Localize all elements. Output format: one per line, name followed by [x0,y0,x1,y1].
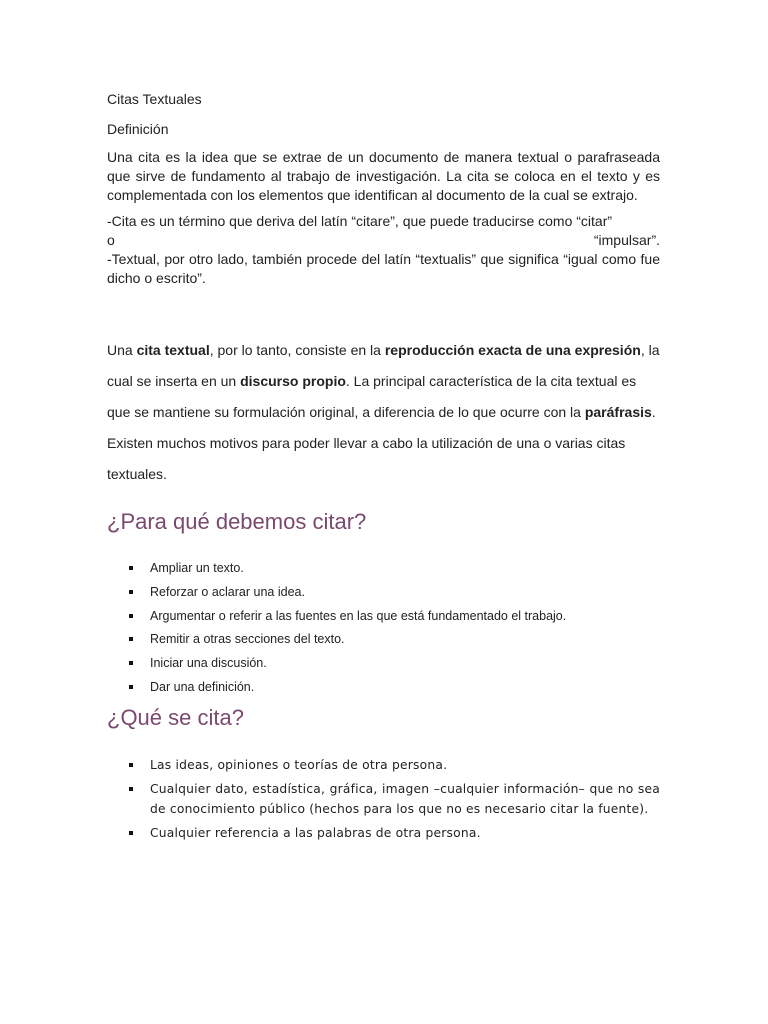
list-item-text: Reforzar o aclarar una idea. [150,584,305,599]
square-bullet-icon [129,661,133,665]
list-item [107,780,660,819]
list-item-text: Dar una definición. [150,679,255,694]
bold-reproduccion: reproducción exacta de una expresión [384,342,641,358]
cita-textual-paragraph [107,335,660,428]
list-item [107,607,660,625]
body-text-4: . La principal característica de la cita textual es que se mantiene su formulación original, a diferencia de lo que ocurre con la [107,373,637,420]
body-text-5: . [651,404,656,420]
list-item [107,654,660,672]
motivos-paragraph: Existen muchos motivos para poder llevar a cabo la utilización de una o varias citas textuales. [107,435,626,482]
intro-paragraph: Una cita es la idea que se extrae de un documento de manera textual o parafraseada que sirve de fundamento al trabajo de investigación. La cita se coloca en el texto y es complementada con los elementos que identifican al documento de la cual se extrajo. [107,149,660,203]
document-title: Citas Textuales [107,91,202,107]
document-page [107,90,660,849]
what-to-cite-list [107,756,660,844]
square-bullet-icon [129,614,133,618]
list-item [107,559,660,577]
list-item-text: Iniciar una discusión. [150,656,267,671]
etymology-split-line [107,231,660,250]
etymology-textual-line: -Textual, por otro lado, también procede del latín “textualis” que significa “igual como fue dicho o escrito”. [107,251,660,286]
section-heading-que-se-cita: ¿Qué se cita? [107,704,244,730]
bold-parafrasis: paráfrasis [584,404,652,420]
list-item [107,824,660,844]
list-item-text: Cualquier referencia a las palabras de otra persona. [150,826,481,841]
square-bullet-icon [129,831,133,835]
body-text-1: Una [107,342,137,358]
square-bullet-icon [129,637,133,641]
list-item-text: Cualquier dato, estadística, gráfica, imagen –cualquier información– que no sea de conocimiento público (hechos para los que no es necesario citar la fuente). [150,782,660,816]
etymology-o: o [107,232,115,248]
list-item [107,630,660,648]
list-item-text: Remitir a otras secciones del texto. [150,632,345,647]
list-item-text: Las ideas, opiniones o teorías de otra persona. [150,757,448,772]
reasons-list [107,559,660,696]
square-bullet-icon [129,763,133,767]
body-text-3: , la cual se inserta en un [107,342,660,389]
list-item [107,756,660,776]
section-heading-para-que-citar: ¿Para qué debemos citar? [107,509,367,534]
list-item-text: Argumentar o referir a las fuentes en las que está fundamentado el trabajo. [150,608,567,623]
square-bullet-icon [129,685,133,689]
etymology-impulsar: “impulsar”. [593,232,660,248]
square-bullet-icon [129,787,133,791]
bold-cita-textual: cita textual [136,342,210,358]
square-bullet-icon [129,590,133,594]
list-item [107,583,660,601]
etymology-cita-line: -Cita es un término que deriva del latín “citare”, que puede traducirse como “citar” [107,213,613,229]
definition-heading: Definición [107,121,169,137]
square-bullet-icon [129,566,133,570]
bold-discurso-propio: discurso propio [240,373,346,389]
body-text-2: , por lo tanto, consiste en la [209,342,385,358]
list-item-text: Ampliar un texto. [150,561,244,575]
list-item [107,678,660,696]
